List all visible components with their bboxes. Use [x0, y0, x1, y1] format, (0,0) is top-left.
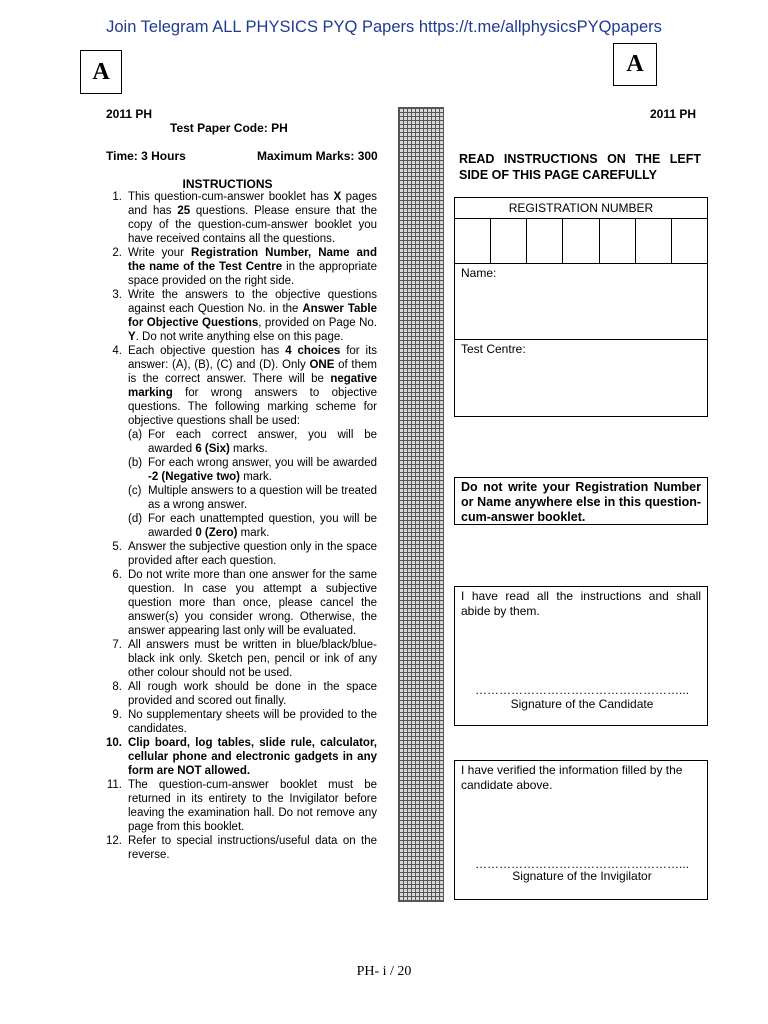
warning-box [454, 477, 708, 525]
instruction-item [100, 778, 377, 834]
paper-letter: A [92, 58, 110, 85]
year-code-right: 2011 PH [650, 107, 697, 121]
candidate-signature-label: Signature of the Candidate [510, 697, 654, 711]
marking-scheme-item: (b) For each wrong answer, you will be awarded -2 (Negative two) mark. [128, 457, 377, 483]
instruction-text: All answers must be written in blue/black/blue-black ink only. Sketch pen, pencil or ink of any other colour should not be used. [128, 639, 377, 679]
instruction-number: 1. [112, 191, 122, 203]
marking-scheme-item: (a) For each correct answer, you will be awarded 6 (Six) marks. [128, 429, 377, 455]
instruction-number: 7. [112, 639, 122, 651]
year-code-left: 2011 PH [106, 107, 153, 121]
registration-cell[interactable] [672, 219, 707, 263]
marking-scheme-item: (c) Multiple answers to a question will be treated as a wrong answer. [128, 485, 377, 511]
registration-cell[interactable] [600, 219, 636, 263]
max-marks: Maximum Marks: 300 [257, 149, 378, 163]
candidate-signature-line[interactable]: ……………………………………………... [474, 683, 689, 697]
invigilator-declaration: I have verified the information filled by the candidate above. [461, 763, 683, 792]
name-field[interactable] [455, 264, 707, 340]
instruction-item [100, 736, 377, 778]
exam-time: Time: 3 Hours [106, 149, 186, 163]
registration-form [454, 197, 708, 417]
instruction-item [100, 344, 377, 540]
registration-cell[interactable] [636, 219, 672, 263]
instruction-number: 12. [106, 835, 122, 847]
instruction-text: No supplementary sheets will be provided to the candidates. [128, 709, 377, 735]
instruction-number: 8. [112, 681, 122, 693]
instruction-number: 3. [112, 289, 122, 301]
paper-letter-box-right [613, 43, 657, 86]
instruction-item [100, 680, 377, 708]
instructions-list [100, 190, 377, 862]
instruction-text: Clip board, log tables, slide rule, calculator, cellular phone and electronic gadgets in any form are NOT allowed. [128, 737, 377, 777]
binding-strip [398, 107, 444, 902]
instruction-text: Each objective question has 4 choices for its answer: (A), (B), (C) and (D). Only ONE of them is the correct answer. There will be negative marking for wrong answers to objective questions. The following marking scheme for objective questions shall be used: (a) For each correct answer, you will be awarded 6 (Six) marks. (b) For each wrong answer, you will be awarded -2 (Negative two) mark. (c) Multiple answers to a question will be treated as a wrong answer. (d) For each unattempted question, you will be awarded 0 (Zero) mark. [128, 345, 378, 539]
registration-cell[interactable] [563, 219, 599, 263]
candidate-declaration: I have read all the instructions and shall abide by them. [461, 589, 701, 618]
invigilator-signature-line[interactable]: ……………………………………………... [474, 857, 689, 871]
instruction-number: 5. [112, 541, 122, 553]
registration-number-cells[interactable] [455, 218, 707, 264]
instruction-item [100, 638, 377, 680]
invigilator-declaration-box [454, 760, 708, 900]
test-paper-code: Test Paper Code: PH [170, 121, 288, 135]
invigilator-signature-label: Signature of the Invigilator [512, 869, 652, 883]
instruction-text: Write the answers to the objective questions against each Question No. in the Answer Table for Objective Questions, provided on Page No. Y. Do not write anything else on this page. [128, 289, 377, 343]
instruction-text: Do not write more than one answer for the same question. In case you attempt a subjective question more than once, please cancel the answer(s) you consider wrong. Otherwise, the answer appearing last only will be evaluated. [128, 569, 377, 637]
registration-cell[interactable] [491, 219, 527, 263]
instructions-title: INSTRUCTIONS [182, 177, 273, 191]
paper-letter: A [626, 51, 644, 77]
instruction-number: 9. [112, 709, 122, 721]
instruction-item [100, 190, 377, 246]
test-centre-label: Test Centre: [461, 342, 526, 356]
read-instructions-notice: READ INSTRUCTIONS ON THE LEFT SIDE OF THIS PAGE CAREFULLY [459, 152, 701, 182]
page-number: PH- i / 20 [356, 964, 412, 979]
name-label: Name: [461, 266, 497, 280]
registration-title: REGISTRATION NUMBER [508, 201, 654, 215]
instruction-text: This question-cum-answer booklet has X pages and has 25 questions. Please ensure that the copy of the question-cum-answer booklet you have received contains all the questions. [128, 191, 377, 245]
marking-scheme-item: (d) For each unattempted question, you will be awarded 0 (Zero) mark. [128, 513, 377, 539]
instruction-item [100, 568, 377, 638]
instruction-item [100, 288, 377, 344]
instruction-text: Refer to special instructions/useful data on the reverse. [128, 835, 377, 861]
instruction-number: 11. [106, 779, 122, 791]
paper-letter-box-left [80, 50, 122, 94]
instruction-text: All rough work should be done in the space provided and scored out finally. [128, 681, 377, 707]
instruction-item [100, 834, 377, 862]
instruction-number: 6. [112, 569, 122, 581]
registration-cell[interactable] [455, 219, 491, 263]
registration-cell[interactable] [527, 219, 563, 263]
instruction-item [100, 540, 377, 568]
instruction-number: 2. [112, 247, 122, 259]
instruction-number: 10. [106, 737, 122, 749]
instruction-item [100, 708, 377, 736]
instruction-text: The question-cum-answer booklet must be returned in its entirety to the Invigilator before leaving the examination hall. Do not remove any page from this booklet. [128, 779, 377, 833]
candidate-declaration-box [454, 586, 708, 726]
instruction-text: Answer the subjective question only in the space provided after each question. [128, 541, 377, 567]
test-centre-field[interactable] [455, 340, 707, 358]
instruction-item [100, 246, 377, 288]
instruction-number: 4. [112, 345, 122, 357]
instruction-text: Write your Registration Number, Name and the name of the Test Centre in the appropriate space provided on the right side. [128, 247, 377, 287]
warning-text: Do not write your Registration Number or Name anywhere else in this question-cum-answer booklet. [461, 480, 701, 524]
telegram-banner: Join Telegram ALL PHYSICS PYQ Papers https://t.me/allphysicsPYQpapers [106, 18, 662, 36]
